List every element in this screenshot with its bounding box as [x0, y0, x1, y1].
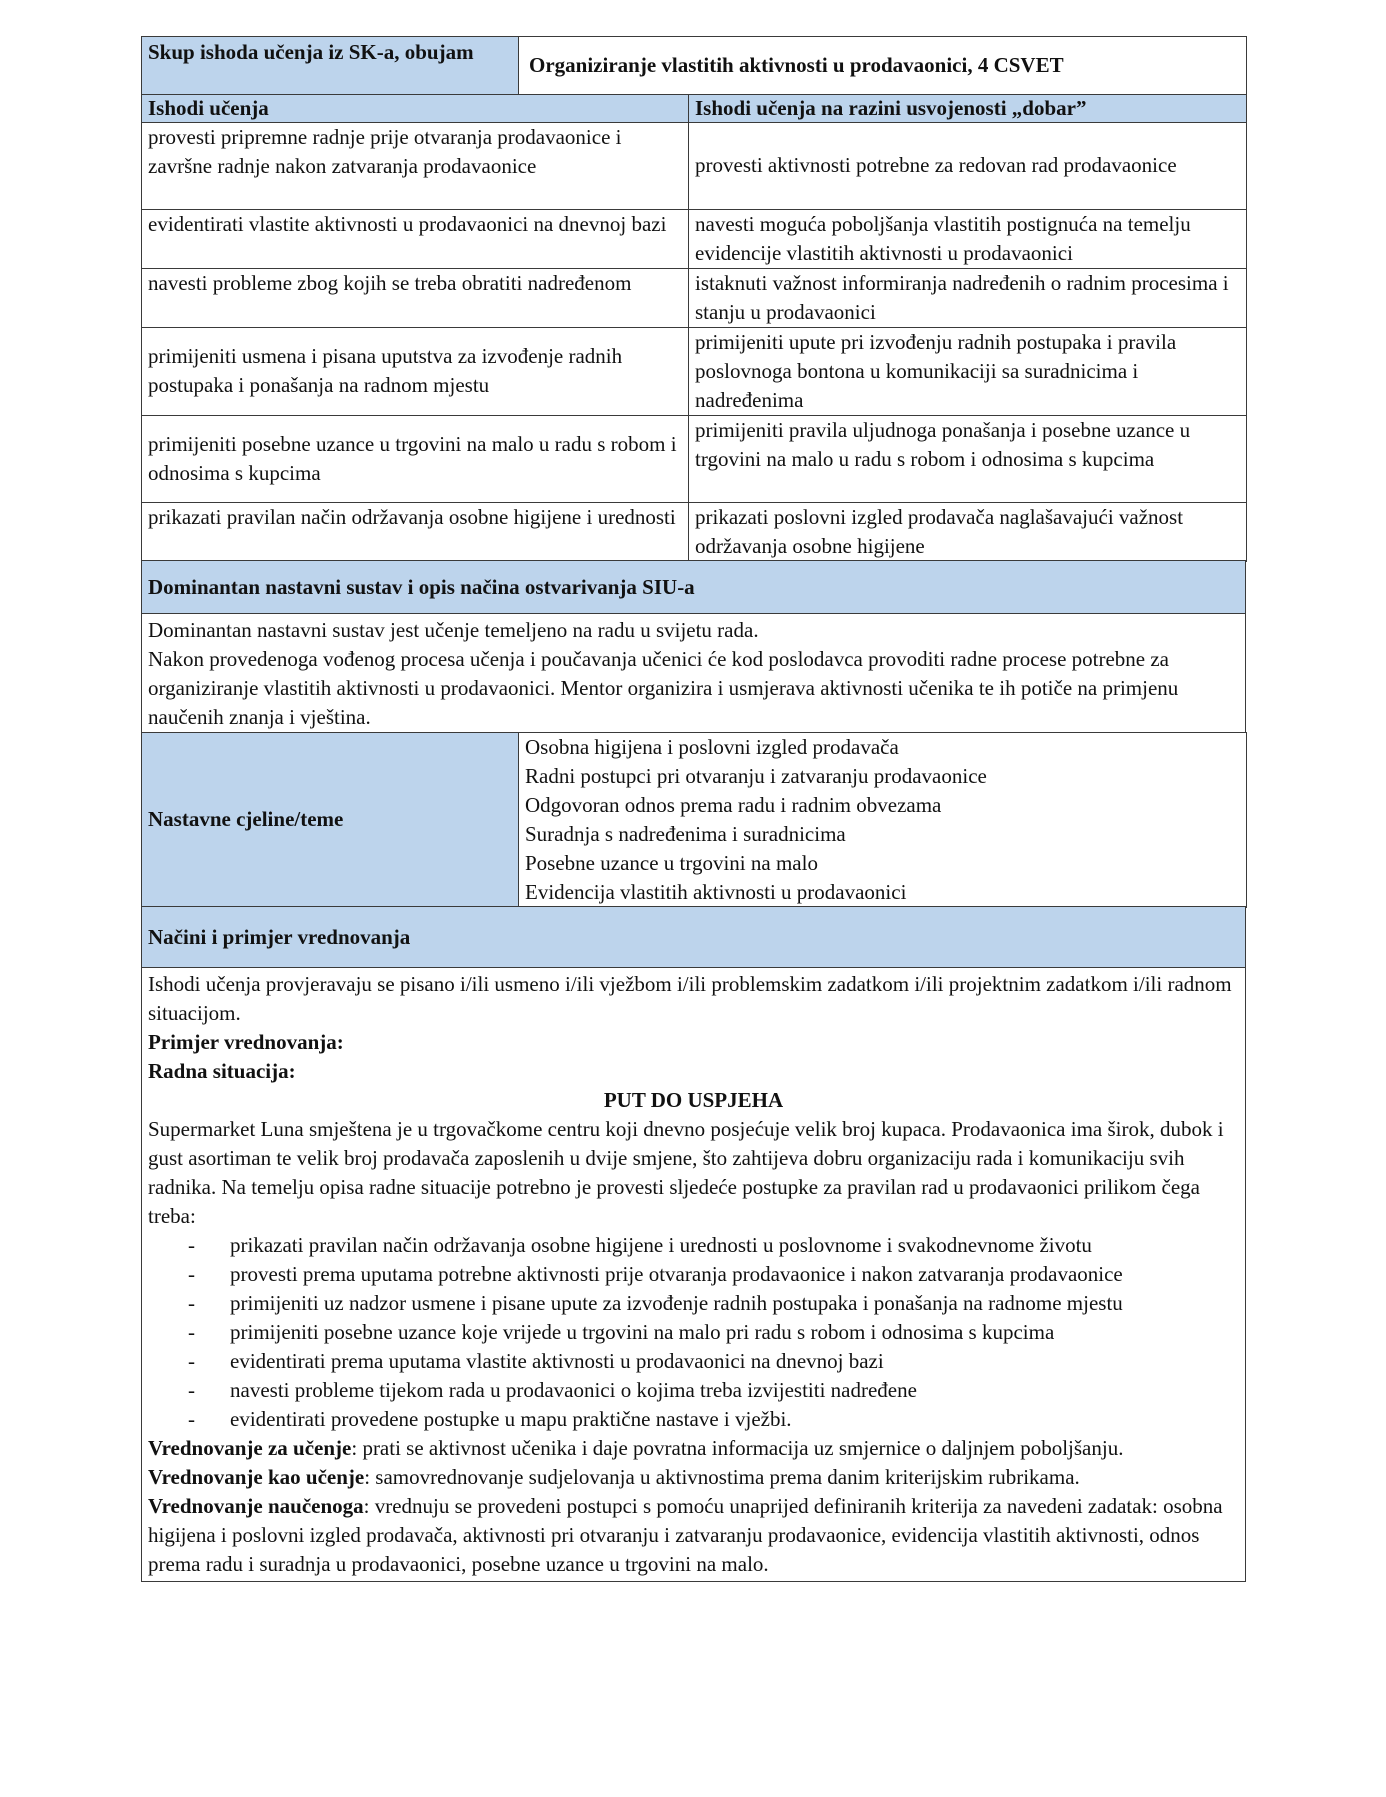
- column-header-good-level: Ishodi učenja na razini usvojenosti „dobar”: [689, 94, 1247, 122]
- list-item: - prikazati pravilan način održavanja osobne higijene i urednosti u poslovnome i svakodnevnome životu: [230, 1231, 1239, 1260]
- topics-list: [519, 732, 1247, 907]
- document-page: [141, 36, 1246, 1582]
- header-table: [141, 36, 1247, 95]
- evaluation-for-learning: Vrednovanje za učenje: prati se aktivnost učenika i daje povratna informacija uz smjernice o daljnjem poboljšanju.: [148, 1436, 1124, 1460]
- evaluation-intro: Ishodi učenja provjeravaju se pisano i/ili usmeno i/ili vježbom i/ili problemskim zadatkom i/ili projektnim zadatkom i/ili radnom situacijom.: [148, 972, 1232, 1025]
- table-row: [142, 268, 1247, 327]
- table-row: [142, 209, 1247, 268]
- column-header-outcomes: Ishodi učenja: [142, 94, 689, 122]
- evaluation-as-learning: Vrednovanje kao učenje: samovrednovanje sudjelovanja u aktivnostima prema danim kriterijskim rubrikama.: [148, 1465, 1080, 1489]
- module-label: Skup ishoda učenja iz SK-a, obujam: [142, 37, 519, 95]
- topics-table: [141, 732, 1247, 908]
- topic-item: Posebne uzance u trgovini na malo: [525, 850, 818, 875]
- outcome-cell: navesti probleme zbog kojih se treba obratiti nadređenom: [142, 268, 689, 327]
- outcome-cell: provesti pripremne radnje prije otvaranja prodavaonice i završne radnje nakon zatvaranja prodavaonice: [142, 122, 689, 209]
- dominant-system-table: [141, 560, 1246, 733]
- list-item: - navesti probleme tijekom rada u prodavaonici o kojima treba izvijestiti nadređene: [230, 1376, 1239, 1405]
- good-level-cell: navesti moguća poboljšanja vlastitih postignuća na temelju evidencije vlastitih aktivnosti u prodavaonici: [689, 209, 1247, 268]
- good-level-cell: primijeniti pravila uljudnoga ponašanja i posebne uzance u trgovini na malo u radu s robom i odnosima s kupcima: [689, 415, 1247, 502]
- topic-item: Radni postupci pri otvaranju i zatvaranju prodavaonice: [525, 763, 987, 788]
- list-item: - primijeniti uz nadzor usmene i pisane upute za izvođenje radnih postupaka i ponašanja na radnome mjestu: [230, 1289, 1239, 1318]
- dash-bullet: -: [188, 1262, 195, 1286]
- evaluation-of-learning: Vrednovanje naučenoga: vrednuju se provedeni postupci s pomoću unaprijed definiranih kriterija za navedeni zadatak: osobna higijena i poslovni izgled prodavača, aktivnosti pri otvaranju i zatvaranju prodavaonice, evidencija vlastitih aktivnosti, odnos prema radu i suradnja u prodavaonici, posebne uzance u trgovini na malo.: [148, 1494, 1223, 1576]
- topic-item: Evidencija vlastitih aktivnosti u prodavaonici: [525, 879, 907, 904]
- outcomes-table: [141, 94, 1247, 562]
- good-level-cell: provesti aktivnosti potrebne za redovan rad prodavaonice: [689, 122, 1247, 209]
- list-item: - evidentirati provedene postupke u mapu praktične nastave i vježbi.: [230, 1405, 1239, 1434]
- topics-label: Nastavne cjeline/teme: [142, 732, 519, 907]
- situation-text: Supermarket Luna smještena je u trgovačkome centru koji dnevno posjećuje velik broj kupaca. Prodavaonica ima širok, dubok i gust asortiman te velik broj prodavača zaposlenih u dvije smjene, što zahtijeva dobru organizaciju rada i komunikaciju svih radnika. Na temelju opisa radne situacije potrebno je provesti sljedeće postupke za pravilan rad u prodavaonici prilikom čega treba:: [148, 1117, 1224, 1228]
- outcome-cell: prikazati pravilan način održavanja osobne higijene i urednosti: [142, 502, 689, 561]
- situation-label: Radna situacija:: [148, 1059, 296, 1083]
- table-row: [142, 415, 1247, 502]
- evaluation-table: [141, 906, 1246, 1582]
- table-row: [142, 502, 1247, 561]
- outcome-cell: primijeniti posebne uzance u trgovini na malo u radu s robom i odnosima s kupcima: [142, 415, 689, 502]
- dash-bullet: -: [188, 1233, 195, 1257]
- evaluation-heading: Načini i primjer vrednovanja: [142, 907, 1246, 968]
- dash-bullet: -: [188, 1291, 195, 1315]
- dominant-system-heading: Dominantan nastavni sustav i opis načina ostvarivanja SIU-a: [142, 561, 1246, 614]
- list-item: - evidentirati prema uputama vlastite aktivnosti u prodavaonici na dnevnoj bazi: [230, 1347, 1239, 1376]
- dash-bullet: -: [188, 1407, 195, 1431]
- list-item: - primijeniti posebne uzance koje vrijede u trgovini na malo pri radu s robom i odnosima s kupcima: [230, 1318, 1239, 1347]
- dash-bullet: -: [188, 1349, 195, 1373]
- topic-item: Suradnja s nadređenima i suradnicima: [525, 821, 846, 846]
- dash-bullet: -: [188, 1320, 195, 1344]
- topic-item: Osobna higijena i poslovni izgled prodavača: [525, 734, 899, 759]
- good-level-cell: primijeniti upute pri izvođenju radnih postupaka i pravila poslovnoga bontona u komunikaciji sa suradnicima i nadređenima: [689, 327, 1247, 415]
- dominant-system-line1: Dominantan nastavni sustav jest učenje temeljeno na radu u svijetu rada.: [148, 618, 759, 642]
- example-label: Primjer vrednovanja:: [148, 1030, 344, 1054]
- good-level-cell: prikazati poslovni izgled prodavača naglašavajući važnost održavanja osobne higijene: [689, 502, 1247, 561]
- task-list: [148, 1231, 1239, 1434]
- situation-title: PUT DO USPJEHA: [603, 1088, 784, 1112]
- module-title: Organiziranje vlastitih aktivnosti u prodavaonici, 4 CSVET: [519, 37, 1247, 95]
- table-row: [142, 327, 1247, 415]
- table-row: [142, 122, 1247, 209]
- topic-item: Odgovoran odnos prema radu i radnim obvezama: [525, 792, 942, 817]
- good-level-cell: istaknuti važnost informiranja nadređenih o radnim procesima i stanju u prodavaonici: [689, 268, 1247, 327]
- outcome-cell: primijeniti usmena i pisana uputstva za izvođenje radnih postupaka i ponašanja na radnom mjestu: [142, 327, 689, 415]
- dash-bullet: -: [188, 1378, 195, 1402]
- list-item: - provesti prema uputama potrebne aktivnosti prije otvaranja prodavaonice i nakon zatvaranja prodavaonice: [230, 1260, 1239, 1289]
- outcome-cell: evidentirati vlastite aktivnosti u prodavaonici na dnevnoj bazi: [142, 209, 689, 268]
- dominant-system-line2: Nakon provedenoga vođenog procesa učenja i poučavanja učenici će kod poslodavca provoditi radne procese potrebne za organiziranje vlastitih aktivnosti u prodavaonici. Mentor organizira i usmjerava aktivnosti učenika te ih potiče na primjenu naučenih znanja i vještina.: [148, 647, 1179, 729]
